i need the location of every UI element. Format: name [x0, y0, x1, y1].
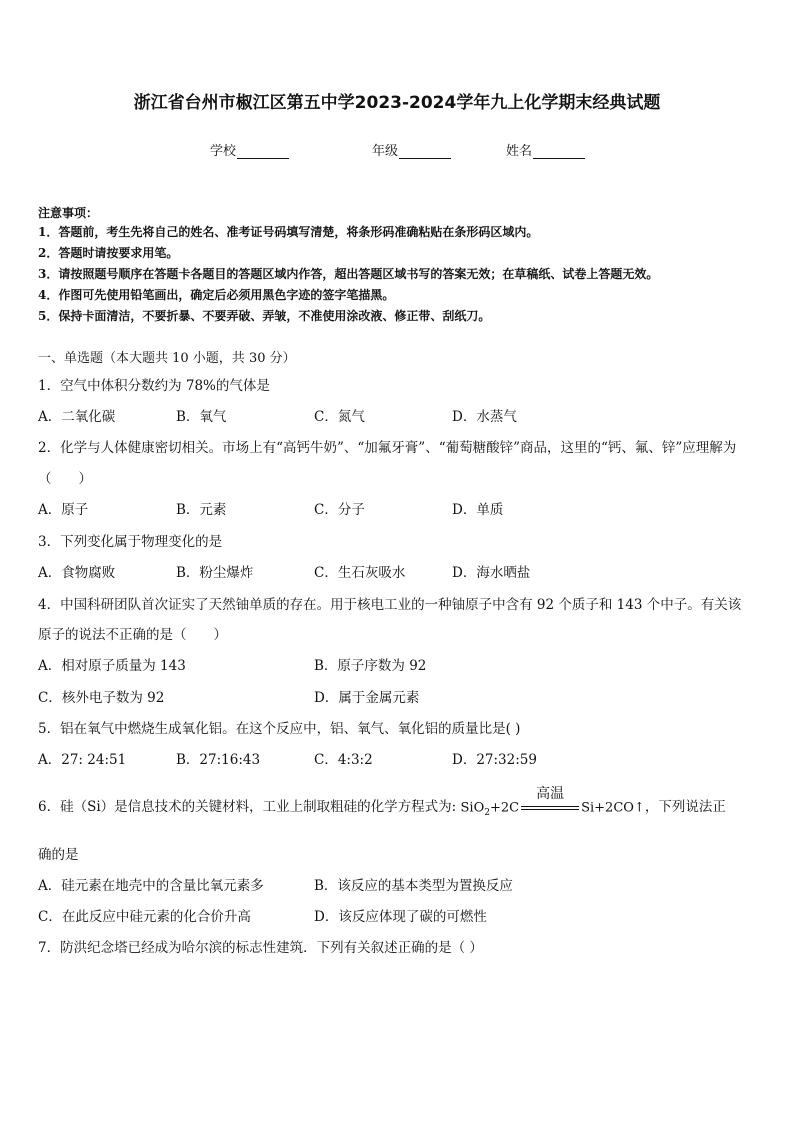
- note-item: 1．答题前，考生先将自己的姓名、准考证号码填写清楚，将条形码准确粘贴在条形码区域内。: [38, 225, 539, 239]
- note-item: 5．保持卡面清洁，不要折暴、不要弄破、弄皱，不准使用涂改液、修正带、刮纸刀。: [38, 309, 491, 323]
- question-2-stem-cont: （ ）: [38, 471, 92, 487]
- q6-stem-text-2: ，下列说法正: [644, 799, 726, 815]
- q6-option-a[interactable]: A．硅元素在地壳中的含量比氧元素多: [38, 878, 264, 894]
- name-field: [506, 140, 585, 159]
- question-6-stem: [38, 785, 726, 818]
- q1-option-b[interactable]: B．氧气: [176, 409, 227, 425]
- q3-option-c[interactable]: C．生石灰吸水: [314, 565, 406, 581]
- q3-option-b[interactable]: B．粉尘爆炸: [176, 565, 254, 581]
- school-blank[interactable]: [237, 144, 289, 159]
- question-4-stem-cont: 原子的说法不正确的是（ ）: [38, 627, 227, 643]
- name-blank[interactable]: [533, 144, 585, 159]
- q6-option-c[interactable]: C．在此反应中硅元素的化合价升高: [38, 909, 251, 925]
- eq-condition-arrow: [521, 785, 579, 818]
- q1-option-d[interactable]: D．水蒸气: [452, 409, 517, 425]
- note-item: 4．作图可先使用铅笔画出，确定后必须用黑色字迹的签字笔描黑。: [38, 288, 395, 302]
- q2-option-c[interactable]: C．分子: [314, 502, 365, 518]
- q5-option-d[interactable]: D．27:32:59: [452, 752, 537, 768]
- eq-condition: 高温: [536, 785, 565, 802]
- page-title: 浙江省台州市椒江区第五中学2023-2024学年九上化学期末经典试题: [133, 93, 661, 113]
- q2-option-a[interactable]: A．原子: [38, 502, 89, 518]
- q2-option-d[interactable]: D．单质: [452, 502, 504, 518]
- q2-option-b[interactable]: B．元素: [176, 502, 227, 518]
- eq-product: Si+2CO↑: [581, 800, 645, 815]
- q3-option-d[interactable]: D．海水晒盐: [452, 565, 531, 581]
- question-4-stem: 4．中国科研团队首次证实了天然铀单质的存在。用于核电工业的一种铀原子中含有 92 个质子和 143 个中子。有关该: [38, 597, 742, 613]
- notes-list: [38, 222, 658, 327]
- grade-label: 年级: [372, 144, 399, 159]
- grade-blank[interactable]: [399, 144, 451, 159]
- q5-option-a[interactable]: A．27: 24:51: [38, 752, 127, 768]
- q5-option-b[interactable]: B．27:16:43: [176, 752, 261, 768]
- grade-field: [372, 140, 451, 159]
- q4-option-d[interactable]: D．属于金属元素: [314, 690, 420, 706]
- eq-subscript: 2: [484, 807, 490, 818]
- question-7-stem: 7．防洪纪念塔已经成为哈尔滨的标志性建筑．下列有关叙述正确的是（ ）: [38, 940, 483, 956]
- note-item: 3．请按照题号顺序在答题卡各题目的答题区域内作答，超出答题区域书写的答案无效；在草稿纸、试卷上答题无效。: [38, 267, 659, 281]
- question-6-stem-cont: 确的是: [38, 847, 79, 863]
- q1-option-c[interactable]: C．氮气: [314, 409, 365, 425]
- q4-option-b[interactable]: B．原子序数为 92: [314, 658, 427, 674]
- question-3-stem: 3．下列变化属于物理变化的是: [38, 534, 223, 550]
- question-2-stem: 2．化学与人体健康密切相关。市场上有“高钙牛奶”、“加氟牙膏”、“葡萄糖酸锌”商品，这里的“钙、氟、锌”应理解为: [38, 440, 737, 456]
- q6-stem-text: 6．硅（Si）是信息技术的关键材料，工业上制取粗硅的化学方程式为:: [38, 799, 457, 815]
- eq-reactant-2: +2C: [489, 800, 520, 815]
- school-field: [210, 140, 289, 159]
- name-label: 姓名: [506, 144, 533, 159]
- q6-option-b[interactable]: B．该反应的基本类型为置换反应: [314, 878, 513, 894]
- eq-reactant: SiO: [460, 800, 485, 815]
- question-5-stem: 5．铝在氧气中燃烧生成氧化铝。在这个反应中，铝、氧气、氧化铝的质量比是( ): [38, 721, 521, 737]
- q1-option-a[interactable]: A．二氧化碳: [38, 409, 116, 425]
- q5-option-c[interactable]: C．4:3:2: [314, 752, 373, 768]
- q3-option-a[interactable]: A．食物腐败: [38, 565, 116, 581]
- note-item: 2．答题时请按要求用笔。: [38, 246, 179, 260]
- school-label: 学校: [210, 144, 237, 159]
- q4-option-a[interactable]: A．相对原子质量为 143: [38, 658, 186, 674]
- chemical-equation: [460, 785, 645, 818]
- notes-title: 注意事项：: [38, 206, 99, 220]
- q4-option-c[interactable]: C．核外电子数为 92: [38, 690, 165, 706]
- section-heading: 一、单选题（本大题共 10 小题，共 30 分）: [38, 351, 296, 366]
- q6-option-d[interactable]: D．该反应体现了碳的可燃性: [314, 909, 487, 925]
- question-1-stem: 1．空气中体积分数约为 78%的气体是: [38, 378, 270, 394]
